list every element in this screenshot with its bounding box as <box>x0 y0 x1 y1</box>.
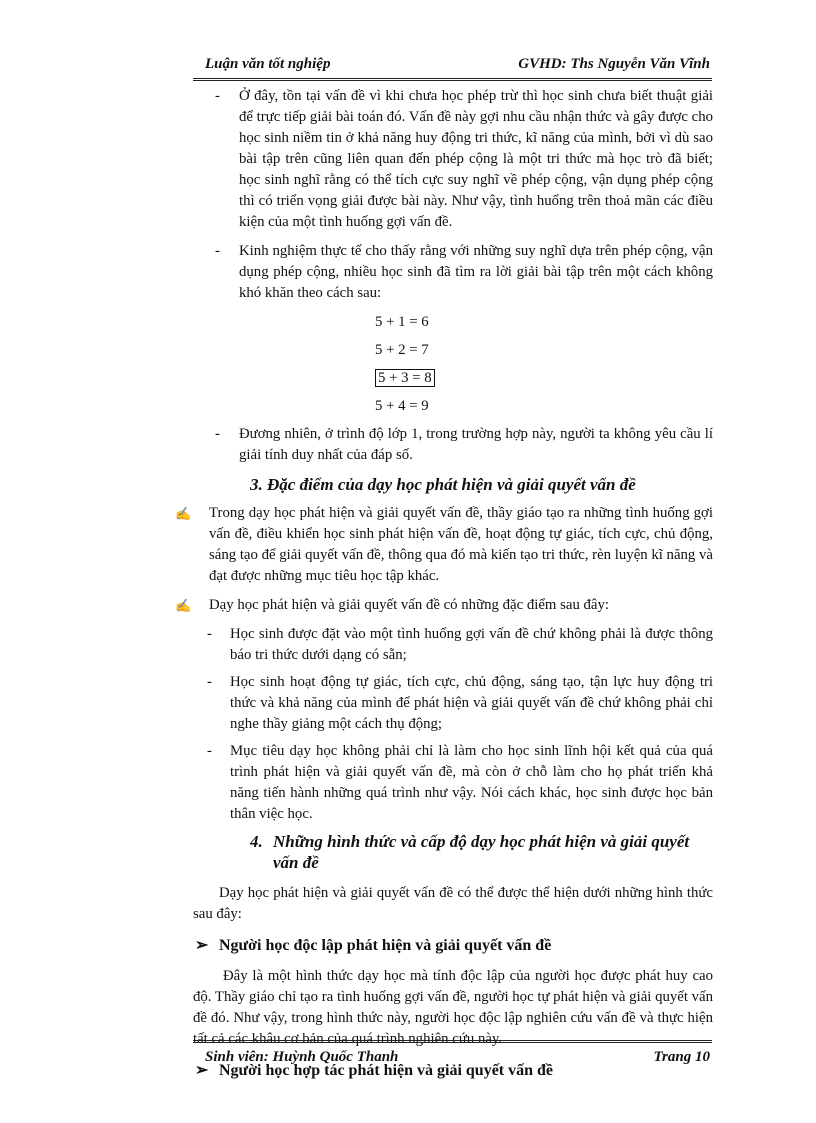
subheading <box>193 935 713 956</box>
dash-marker: - <box>207 674 212 690</box>
dash-marker: - <box>215 88 220 104</box>
paragraph-text: Trong dạy học phát hiện và giải quyết vấn đề, thầy giáo tạo ra những tình huống gợi vấn đề, điều khiển học sinh phát hiện vấn đề, hoạt động tự giác, tích cực, chủ động, sáng tạo để giải quyết vấn đề, thông qua đó mà kiến tạo tri thức, rèn luyện kĩ năng và đạt được những mục tiêu học tập khác. <box>209 505 713 584</box>
feature-text: Học sinh hoạt động tự giác, tích cực, chủ động, sáng tạo, tận lực huy động tri thức và khả năng của mình để phát hiện và giải quyết vấn đề chứ không phải chỉ nghe thầy giảng một cách thụ động; <box>230 674 713 732</box>
equation-text: 5 + 3 = 8 <box>375 369 435 387</box>
section-number: 4. <box>250 832 263 851</box>
footer-student: Sinh viên: Huỳnh Quốc Thanh <box>205 1049 399 1065</box>
bullet-text: Ở đây, tồn tại vấn đề vì khi chưa học phép trừ thì học sinh chưa biết thuật giải để trực tiếp giải bài toán đó. Vấn đề này gợi nhu cầu nhận thức và gây được cho học sinh niềm tin ở khả năng huy động tri thức, kĩ năng của mình, bởi vì dù sao bài tập trên cũng liên quan đến phép cộng là một tri thức mà học trò đã biết; học sinh nghĩ rằng có thể tích cực suy nghĩ về phép cộng, vận dụng phép cộng thì có triển vọng giải được bài này. Như vậy, tình huống trên thoả mãn các điều kiện của một tình huống gợi vấn đề. <box>239 88 713 230</box>
equation <box>375 340 713 360</box>
header-advisor: GVHD: Ths Nguyễn Văn Vĩnh <box>518 56 710 72</box>
feature-text: Mục tiêu dạy học không phải chỉ là làm cho học sinh lĩnh hội kết quả của quá trình phát hiện và giải quyết vấn đề, mà còn ở chỗ làm cho họ phát triển khả năng tiến hành những quá trình như vậy. Nói cách khác, học sinh được học bản thân việc học. <box>230 743 713 822</box>
dash-marker: - <box>215 426 220 442</box>
section-title: Những hình thức và cấp độ dạy học phát hiện và giải quyết vấn đề <box>273 832 690 872</box>
equation-boxed <box>375 368 713 388</box>
bullet-item <box>193 86 713 233</box>
dash-marker: - <box>207 626 212 642</box>
subheading-text: Người học hợp tác phát hiện và giải quyết vấn đề <box>219 1062 554 1079</box>
equation-text: 5 + 1 = 6 <box>375 314 429 330</box>
arrow-icon: ➢ <box>195 937 209 954</box>
equation <box>375 396 713 416</box>
pen-bullet <box>175 595 713 616</box>
bullet-text: Kinh nghiệm thực tế cho thấy rằng với những suy nghĩ dựa trên phép cộng, vận dụng phép cộng, nhiều học sinh đã tìm ra lời giải bài tập trên một cách không khó khăn theo cách sau: <box>239 243 713 301</box>
header-thesis-title: Luận văn tốt nghiệp <box>205 56 331 72</box>
dash-marker: - <box>207 743 212 759</box>
page-footer <box>193 1040 712 1065</box>
bullet-item <box>193 424 713 466</box>
equation-list <box>375 312 713 416</box>
subheading-text: Người học độc lập phát hiện và giải quyết vấn đề <box>219 937 552 954</box>
subsection-body: Đây là một hình thức dạy học mà tính độc lập của người học được phát huy cao độ. Thầy giáo chỉ tạo ra tình huống gợi vấn đề, người học tự phát hiện và giải quyết vấn đề đó. Như vậy, trong hình thức này, người học độc lập nghiên cứu vấn đề và thực hiện tất cả các khâu cơ bản của quá trình nghiên cứu này. <box>193 968 714 1047</box>
feature-item <box>193 624 713 666</box>
bullet-item <box>193 241 713 304</box>
writing-hand-icon: ✍ <box>175 598 192 613</box>
dash-marker: - <box>215 243 220 259</box>
equation <box>375 312 713 332</box>
bullet-text: Đương nhiên, ở trình độ lớp 1, trong trường hợp này, người ta không yêu cầu lí giải tính duy nhất của đáp số. <box>239 426 713 463</box>
page-header <box>193 50 712 81</box>
feature-item <box>193 741 713 825</box>
footer-page-number: Trang 10 <box>653 1049 710 1065</box>
pen-bullet <box>175 503 713 587</box>
equation-text: 5 + 2 = 7 <box>375 342 429 358</box>
feature-text: Học sinh được đặt vào một tình huống gợi vấn đề chứ không phải là được thông báo tri thức dưới dạng có sẵn; <box>230 626 713 663</box>
section-3-heading: 3. Đặc điểm của dạy học phát hiện và giải quyết vấn đề <box>250 475 636 494</box>
arrow-icon: ➢ <box>195 1062 209 1079</box>
page-content <box>175 86 714 1091</box>
equation-text: 5 + 4 = 9 <box>375 398 429 414</box>
writing-hand-icon: ✍ <box>175 506 192 521</box>
section-4-intro: Dạy học phát hiện và giải quyết vấn đề có thể được thể hiện dưới những hình thức sau đây: <box>193 885 713 922</box>
feature-item <box>193 672 713 735</box>
section-4-heading <box>250 831 713 873</box>
paragraph-text: Dạy học phát hiện và giải quyết vấn đề có những đặc điểm sau đây: <box>209 597 610 613</box>
